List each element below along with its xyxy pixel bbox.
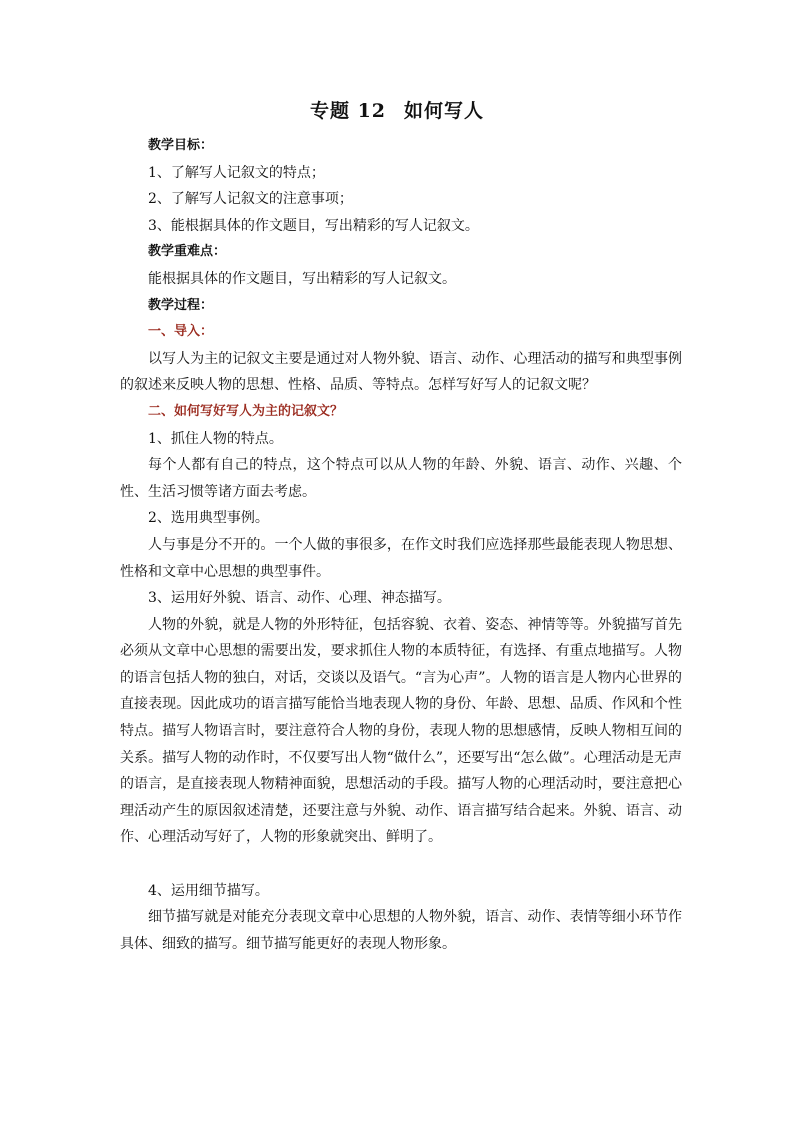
point-1-text: 每个人都有自己的特点，这个特点可以从人物的年龄、外貌、语言、动作、兴趣、个性、生活习惯等诸方面去考虑。 [120,457,682,500]
point-4-text: 细节描写就是对能充分表现文章中心思想的人物外貌，语言、动作、表情等细小环节作具体、细致的描写。细节描写能更好的表现人物形象。 [120,909,682,952]
page-title [0,96,794,123]
title-main: 如何写人 [404,100,485,122]
blank-line [120,851,682,878]
section-2-heading: 二、如何写好写人为主的记叙文？ [148,403,344,419]
key-points-heading: 教学重难点： [148,244,227,260]
title-prefix: 专题 12 [309,100,387,122]
point-2-text: 人与事是分不开的。一个人做的事很多，在作文时我们应选择那些最能表现人物思想、性格和文章中心思想的典型事件。 [120,536,682,580]
objective-item-2: 2、了解写人记叙文的注意事项； [148,191,353,208]
objective-item-1: 1、了解写人记叙文的特点； [148,164,325,181]
point-3-title: 3、运用好外貌、语言、动作、心理、神态描写。 [148,590,451,607]
point-1-title: 1、抓住人物的特点。 [148,430,283,447]
objective-item-3: 3、能根据具体的作文题目，写出精彩的写人记叙文。 [148,217,479,234]
document-body [120,133,682,957]
key-points-text: 能根据具体的作文题目，写出精彩的写人记叙文。 [148,270,456,287]
point-3-text: 人物的外貌，就是人物的外形特征，包括容貌、衣着、姿态、神情等等。外貌描写首先必须从文章中心思想的需要出发，要求抓住人物的本质特征，有选择、有重点地描写。人物的语言包括人物的独白，对话，交谈以及语气。“言为心声”。人物的语言是人物内心世界的直接表现。因此成功的语言描写能恰当地表现人物的身份、年龄、思想、品质、作风和个性特点。描写人物语言时，要注意符合人物的身份，表现人物的思想感情，反映人物相互间的关系。描写人物的动作时，不仅要写出人物“做什么”，还要写出“怎么做”。心理活动是无声的语言，是直接表现人物精神面貌，思想活动的手段。描写人物的心理活动时，要注意把心理活动产生的原因叙述清楚，还要注意与外貌、动作、语言描写结合起来。外貌、语言、动作、心理活动写好了，人物的形象就突出、鲜明了。 [120,616,682,846]
section-1-heading: 一、导入： [148,324,214,340]
process-heading: 教学过程： [148,297,214,313]
objectives-heading: 教学目标： [148,138,214,153]
point-2-title: 2、选用典型事例。 [148,510,269,527]
point-4-title: 4、运用细节描写。 [148,882,269,899]
section-1-text: 以写人为主的记叙文主要是通过对人物外貌、语言、动作、心理活动的描写和典型事例的叙述来反映人物的思想、性格、品质、等特点。怎样写好写人的记叙文呢？ [120,350,682,394]
